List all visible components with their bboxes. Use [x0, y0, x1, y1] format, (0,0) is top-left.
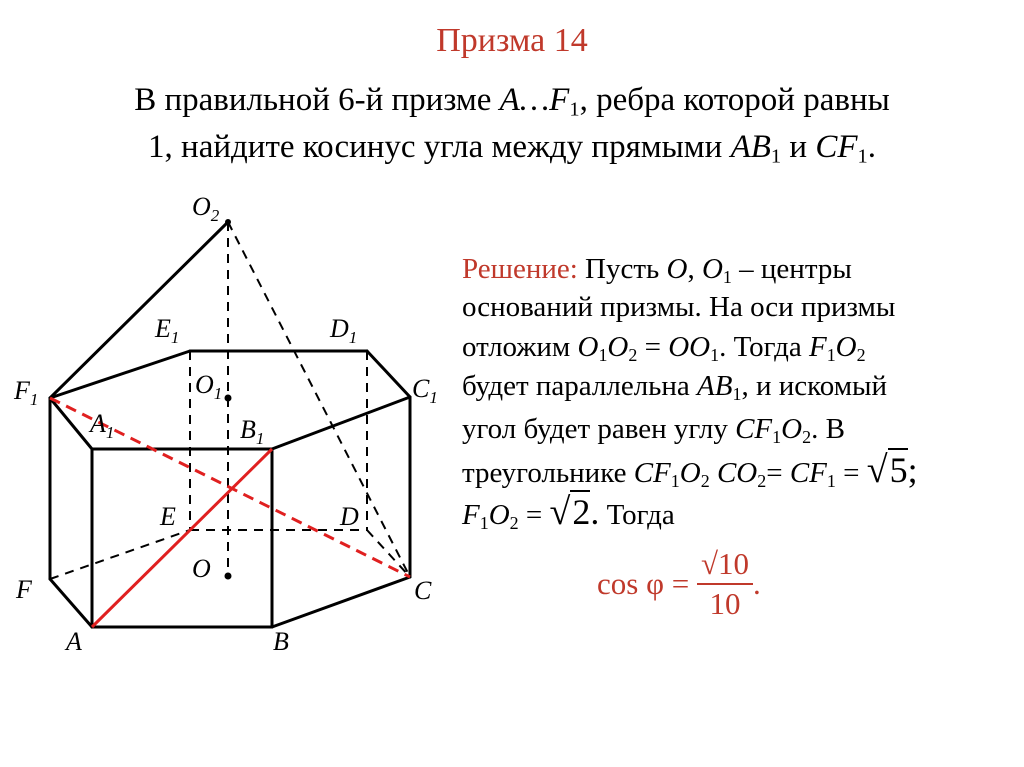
- solution-var: AB: [697, 370, 733, 402]
- solution-sub: 2: [509, 513, 519, 534]
- solution-line-4: [462, 369, 887, 403]
- solution-text: Пусть: [577, 253, 667, 285]
- label-O: O: [192, 554, 211, 583]
- solution-sub: 1: [722, 267, 732, 288]
- solution-var: O: [679, 457, 701, 489]
- sqrt-sign: √: [866, 449, 888, 491]
- sqrt-sign: √: [549, 491, 571, 533]
- answer-formula: [597, 545, 761, 623]
- solution-text: . В: [811, 413, 845, 445]
- line-AB1: [92, 449, 272, 627]
- solution-var: OO: [668, 331, 711, 363]
- label-O1: $O_1$: [195, 370, 223, 403]
- label-C1: $C_1$: [412, 374, 438, 407]
- hidden-edge: [50, 530, 190, 579]
- answer-tail: .: [752, 566, 761, 601]
- point-O2: [225, 219, 231, 225]
- solution-text: [710, 457, 717, 489]
- solution-line-7: [462, 491, 675, 534]
- solution-sub: 2: [757, 471, 767, 492]
- solution-sub: 1: [479, 513, 489, 534]
- answer-numerator: √10: [697, 545, 753, 585]
- problem-sub: 1: [857, 145, 868, 168]
- solution-line-6: [462, 449, 918, 492]
- solution-text: – центры: [731, 253, 852, 285]
- solution-text: ,: [687, 253, 702, 285]
- solution-text: .: [590, 492, 600, 532]
- solution-var: O: [835, 331, 857, 363]
- solution-sub: 1: [670, 471, 680, 492]
- solution-text: =: [766, 457, 790, 489]
- solution-var: O: [488, 499, 510, 531]
- label-D1: $D_1$: [330, 314, 358, 347]
- edge: [50, 351, 190, 398]
- problem-text: В правильной 6-й призме: [134, 82, 500, 118]
- label-O2: $O_2$: [192, 192, 220, 225]
- edge: [272, 577, 410, 627]
- solution-var: F: [808, 331, 827, 363]
- solution-text: . Тогда: [719, 331, 809, 363]
- problem-var: AB: [730, 129, 771, 165]
- label-F: F: [16, 575, 32, 604]
- edge: [50, 398, 92, 449]
- solution-text: =: [637, 331, 669, 363]
- solution-sub: 2: [802, 427, 812, 448]
- solution-text: треугольнике: [462, 457, 634, 489]
- solution-text: ;: [907, 450, 918, 490]
- solution-sub: 1: [772, 427, 782, 448]
- problem-sub: 1: [569, 98, 580, 121]
- label-E: E: [160, 502, 176, 531]
- solution-var: O: [666, 253, 688, 285]
- solution-line-3: [462, 330, 866, 364]
- solution-text: угол будет равен углу: [462, 413, 736, 445]
- problem-sub: 1: [770, 145, 782, 168]
- slide-title: Призма 14: [436, 22, 588, 59]
- solution-sub: 1: [826, 345, 836, 366]
- problem-text: , ребра которой равны: [579, 82, 890, 118]
- solution-sub: 2: [700, 471, 710, 492]
- solution-var: O: [607, 331, 629, 363]
- problem-text: и: [781, 129, 816, 165]
- solution-sub: 1: [732, 384, 742, 405]
- solution-sub: 1: [826, 471, 836, 492]
- solution-line-5: [462, 412, 845, 446]
- solution-text: , и искомый: [741, 370, 888, 402]
- label-F1: $F_1$: [14, 376, 39, 409]
- solution-line-2: оснований призмы. На оси призмы: [462, 291, 896, 323]
- solution-text: отложим: [462, 331, 578, 363]
- label-C: C: [414, 576, 432, 605]
- point-O1: [225, 395, 232, 402]
- answer-fraction: [697, 545, 753, 623]
- solution-var: CF: [735, 413, 773, 445]
- label-B: B: [273, 627, 289, 656]
- radicand: 5: [889, 450, 908, 490]
- edge: [50, 579, 92, 627]
- label-D: D: [340, 502, 359, 531]
- solution-var: O: [577, 331, 599, 363]
- solution-line-1: [462, 252, 852, 286]
- solution-text: будет параллельна: [462, 370, 698, 402]
- label-B1: $B_1$: [240, 415, 265, 448]
- solution-var: CF: [633, 457, 671, 489]
- point-O: [225, 573, 232, 580]
- label-A1: $A_1$: [90, 409, 115, 442]
- solution-sub: 1: [598, 345, 608, 366]
- label-E1: $E_1$: [155, 314, 180, 347]
- answer-denominator: 10: [709, 586, 741, 621]
- solution-sub: 2: [856, 345, 866, 366]
- label-A: A: [66, 627, 82, 656]
- solution-text: Тогда: [599, 499, 675, 531]
- solution-heading: Решение:: [462, 253, 578, 285]
- hidden-edge: [228, 222, 410, 577]
- problem-var: CF: [815, 129, 858, 165]
- solution-text: =: [518, 499, 550, 531]
- edge: [367, 351, 410, 397]
- answer-lhs: cos φ =: [597, 566, 697, 601]
- solution-text: =: [835, 457, 867, 489]
- solution-var: F: [462, 499, 480, 531]
- solution-sub: 1: [710, 345, 720, 366]
- problem-text: 1, найдите косинус угла между прямыми: [148, 129, 731, 165]
- solution-var: O: [701, 253, 723, 285]
- problem-text: .: [867, 129, 876, 165]
- radicand: 2: [572, 492, 591, 532]
- solution-var: CO: [716, 457, 758, 489]
- solution-var: CF: [789, 457, 827, 489]
- solution-var: O: [781, 413, 803, 445]
- problem-var: A…F: [499, 82, 570, 118]
- solution-sub: 2: [628, 345, 638, 366]
